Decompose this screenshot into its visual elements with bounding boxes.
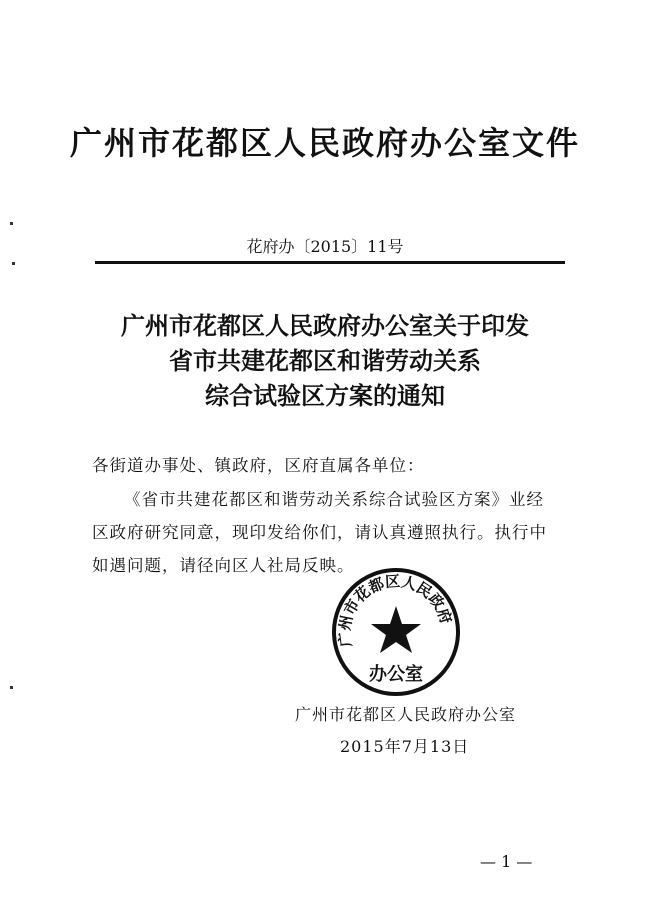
seal-ring-text: 广州市花都区人民政府 bbox=[335, 572, 456, 649]
scan-speck bbox=[12, 262, 15, 265]
header-divider bbox=[95, 261, 565, 264]
body-line-3: 如遇问题，请径向区人社局反映。 bbox=[92, 556, 355, 575]
page-number: — 1 — bbox=[480, 852, 533, 871]
seal-center-text: 办公室 bbox=[369, 664, 423, 685]
star-icon bbox=[371, 606, 421, 653]
scan-speck bbox=[10, 686, 13, 689]
notice-title-line-3: 综合试验区方案的通知 bbox=[205, 381, 445, 410]
notice-title-line-1: 广州市花都区人民政府办公室关于印发 bbox=[121, 311, 529, 340]
salutation: 各街道办事处、镇政府，区府直属各单位： bbox=[92, 456, 425, 475]
notice-title-line-2: 省市共建花都区和谐劳动关系 bbox=[169, 346, 481, 375]
scan-speck bbox=[10, 222, 13, 225]
body-line-2: 区政府研究同意，现印发给你们，请认真遵照执行。执行中 bbox=[92, 523, 547, 542]
signing-organization: 广州市花都区人民政府办公室 bbox=[295, 705, 517, 724]
signing-date: 2015年7月13日 bbox=[340, 737, 470, 756]
official-seal bbox=[330, 566, 462, 698]
document-number: 花府办〔2015〕11号 bbox=[246, 237, 404, 256]
body-line-1: 《省市共建花都区和谐劳动关系综合试验区方案》业经 bbox=[124, 490, 544, 509]
document-header-title: 广州市花都区人民政府办公室文件 bbox=[69, 124, 580, 162]
